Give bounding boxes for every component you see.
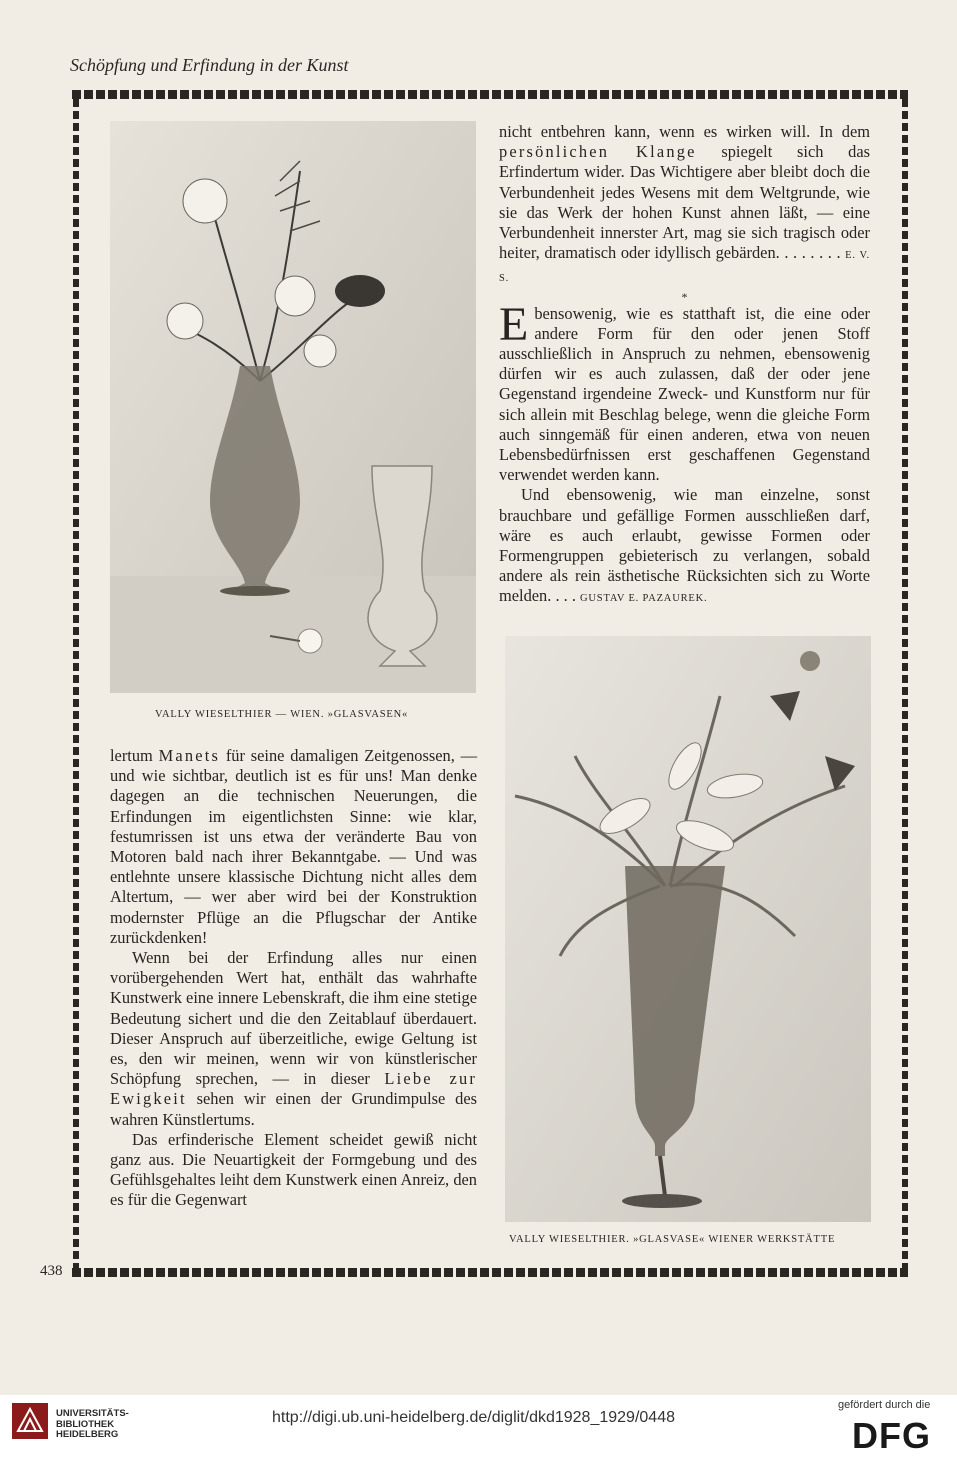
text-run: sehen wir einen der Grundimpulse des wahren Künstlertums. [110, 1089, 477, 1129]
photo-glass-vases [110, 121, 476, 693]
signature-evs: E. V. S. [499, 250, 870, 285]
signature-pazaurek: GUSTAV E. PAZAUREK. [580, 593, 708, 605]
decorative-border-right [902, 99, 908, 1268]
figure-caption-2: VALLY WIESELTHIER. »GLASVASE« WIENER WERKSTÄTTE [509, 1234, 836, 1245]
right-column-text [499, 122, 870, 610]
text-run: für seine damaligen Zeitgenossen, — und wie sichtbar, deutlich ist es für uns! Man denke dagegen an die technischen Neuerungen, die Erfindungen im eigentlichsten Sinne: wie klar, festumrissen ist uns etwa der veränderte Bau von Motoren bald nach ihrer Bekanntgabe. — Und was entlehnte unsere klassische Dichtung nicht alles dem Altertum, — wer aber wird bei der Konstruktion modernster Pflüge an die Pflugschar der Antike zurückdenken! [110, 746, 478, 947]
photo-tall-glass-vase [505, 636, 871, 1222]
decorative-border-left [73, 99, 79, 1268]
digitization-footer [0, 1395, 957, 1464]
text-run: Wenn bei der Erfindung alles nur einen vorübergehenden Wert hat, enthält das wahrhafte Kunstwerk eine innere Lebenskraft, die ihm eine stetige Bedeutung sichert und die den Zeitablauf überdauert. Dieser Anspruch auf überzeitliche, ewige Geltung ist es, den wir meinen, wenn wir von künstlerischer Schöpfung sprechen, — in dieser [110, 948, 477, 1089]
spaced-emphasis: Manets [158, 746, 221, 765]
funded-by-label: gefördert durch die [838, 1399, 931, 1411]
drop-cap: E [499, 297, 529, 351]
source-url-link[interactable]: http://digi.ub.uni-heidelberg.de/diglit/dkd1928_1929/0448 [272, 1409, 675, 1426]
text-run: nicht entbehren kann, wenn es wirken will. In dem [499, 122, 870, 141]
text-run: spiegelt sich das Erfindertum wider. Das Wichtigere aber bleibt doch die Verbundenheit jedes Wesens mit dem Weltgrunde, wie sie das Werk der hohen Kunst ahnen läßt, — eine Verbundenheit innerster Art, mag sie sich tragisch oder heiter, dramatisch oder idyllisch gebärden. . . . . . . . [499, 142, 870, 263]
decorative-border-bottom [72, 1268, 908, 1277]
text-run: bensowenig, wie es statthaft ist, die eine oder andere Form für den oder jenen Stoff ausschließlich in Anspruch zu nehmen, ebensowenig dürfen wir es auch zulassen, daß der oder jene Gegenstand irgendeine Zweck- und Kunstform nur für sich allein mit Beschlag belege, wenn die gleiche Form auch sinngemäß für einen anderen, etwa von neuen Lebensbedürfnissen erst geschaffenen Gegenstand verwendet werden kann. [499, 303, 870, 485]
page-number: 438 [40, 1263, 63, 1279]
spaced-emphasis: Liebe zur Ewigkeit [110, 1069, 477, 1109]
text-run: lertum [110, 746, 153, 765]
section-star: * [681, 289, 688, 304]
decorative-border-top [72, 90, 908, 99]
figure-caption-1: VALLY WIESELTHIER — WIEN. »GLASVASEN« [155, 709, 409, 720]
vase-illustration [505, 636, 871, 1222]
running-head: Schöpfung und Erfindung in der Kunst [70, 55, 349, 75]
institution-name: UNIVERSITÄTS- BIBLIOTHEK HEIDELBERG [56, 1408, 129, 1440]
vases-illustration [110, 121, 476, 693]
text-run: Und ebensowenig, wie man einzelne, sonst brauchbare und gefällige Formen ausschließen darf, wäre es auch erlaubt, gewisse Formen oder Formengruppen gebieterisch zu verlangen, sobald andere als rein ästhetische Rücksichten sich zu Worte melden. . . . [499, 485, 870, 606]
left-column-text [110, 746, 477, 1211]
text-run: Das erfinderische Element scheidet gewiß nicht ganz aus. Die Neuartigkeit der Formgebung und des Gefühlsgehaltes leiht dem Kunstwerk einen Anreiz, den es für die Gegenwart [110, 1129, 477, 1210]
university-library-logo-icon [12, 1403, 48, 1439]
dfg-logo: DFG [852, 1415, 931, 1456]
spaced-emphasis: persönlichen Klange [499, 142, 697, 162]
